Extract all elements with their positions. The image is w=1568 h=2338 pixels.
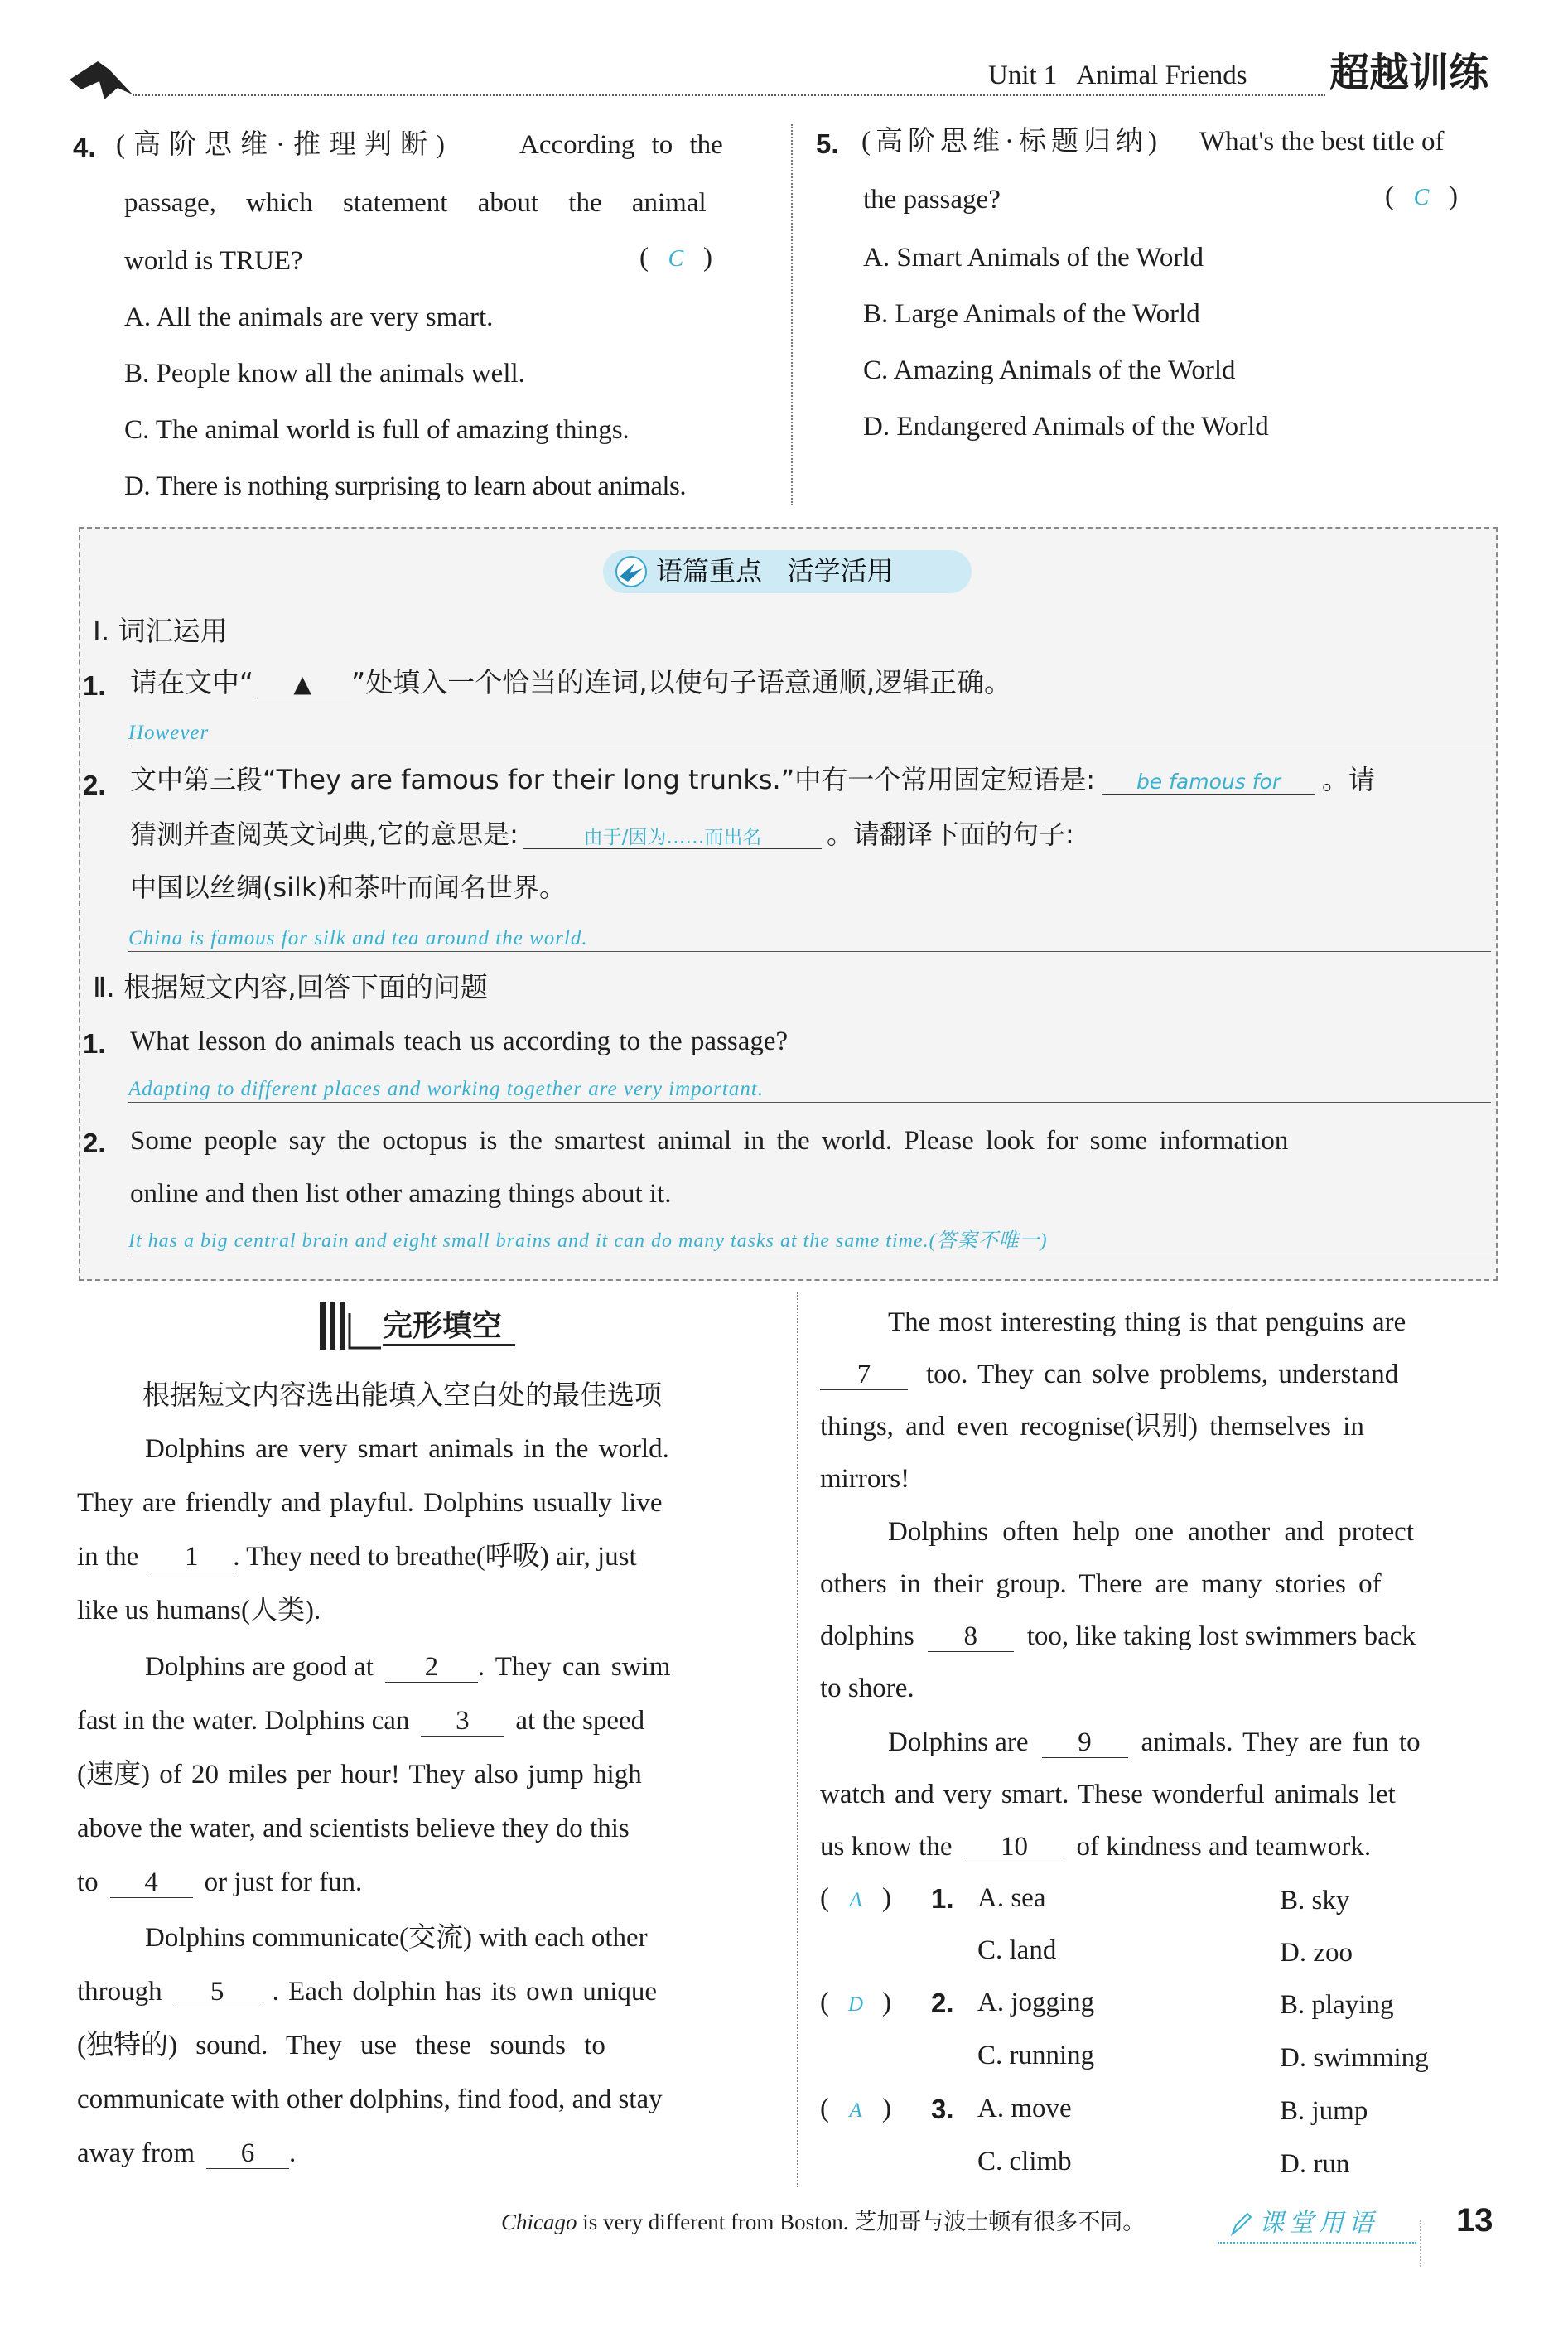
question-stem: passage, which statement about the animal <box>124 188 707 218</box>
item-text: Some people say the octopus is the smartest animal in the world. Please look for some information <box>130 1126 1289 1156</box>
cloze-text-part: in the <box>77 1542 139 1572</box>
option-c: C. running <box>977 2041 1095 2070</box>
answer-line: China is famous for silk and tea around the world. <box>128 926 1491 952</box>
footer-quote-rest: is very different from Boston. 芝加哥与波士顿有很多不同。 <box>577 2210 1146 2234</box>
swallow-logo-icon <box>66 56 134 106</box>
cloze-text-part: too, like taking lost swimmers back <box>1026 1621 1416 1651</box>
swallow-icon <box>611 555 651 588</box>
cloze-blank: 5 <box>174 1977 261 2007</box>
page-number: 13 <box>1456 2202 1493 2239</box>
answer-choice: C <box>1413 185 1430 210</box>
cloze-text <box>77 1541 637 1574</box>
item-text-part: 文中第三段“They are famous for their long trunks.”中有一个常用固定短语是: <box>130 764 1096 795</box>
cloze-text-part: Dolphins are good at <box>145 1652 374 1682</box>
cloze-text-part: too. They can solve problems, understand <box>926 1360 1399 1389</box>
option-b: B. sky <box>1280 1886 1350 1915</box>
option-b: B. Large Animals of the World <box>863 299 1200 329</box>
cloze-text-part: dolphins <box>820 1621 914 1651</box>
cloze-text-part: to <box>77 1867 99 1897</box>
cloze-instruction: 根据短文内容选出能填入空白处的最佳选项 <box>142 1379 662 1411</box>
item-number: 1. <box>931 1883 954 1914</box>
cloze-text <box>77 1867 362 1900</box>
cloze-text-part: us know the <box>820 1832 953 1862</box>
item-number: 2. <box>83 770 106 800</box>
footer-quote <box>501 2209 1145 2235</box>
section-1-title: Ⅰ. 词汇运用 <box>93 615 228 647</box>
option-b: B. jump <box>1280 2096 1368 2126</box>
option-a: A. sea <box>977 1883 1046 1913</box>
cloze-text-part: at the speed <box>515 1706 645 1736</box>
answer-choice: A <box>849 1889 862 1911</box>
item-number: 1. <box>83 1028 106 1059</box>
cloze-text: Dolphins often help one another and protect <box>888 1517 1414 1547</box>
cloze-text-part: of kindness and teamwork. <box>1076 1832 1372 1862</box>
question-tag: (高阶思维·标题归纳) <box>861 127 1162 157</box>
cloze-text <box>145 1651 670 1684</box>
header-unit: Unit 1 Animal Friends <box>988 60 1247 90</box>
question-stem: According to the <box>519 130 723 160</box>
option-a: A. Smart Animals of the World <box>863 243 1204 273</box>
cloze-text-part: animals. They are fun to <box>1141 1727 1421 1757</box>
cloze-blank: 9 <box>1042 1727 1128 1758</box>
question-number: 4. <box>73 132 96 162</box>
focus-box <box>79 527 1498 1281</box>
cloze-text-part: . <box>289 2138 297 2168</box>
cloze-text: above the water, and scientists believe they do this <box>77 1814 630 1843</box>
cloze-blank: 7 <box>820 1360 908 1390</box>
cloze-blank: 3 <box>421 1706 504 1737</box>
cloze-text-part: . Each dolphin has its own unique <box>272 1977 658 2007</box>
answer-line: However <box>128 721 1491 746</box>
cloze-text: like us humans(人类). <box>77 1596 321 1625</box>
translate-sentence: 中国以丝绸(silk)和茶叶而闻名世界。 <box>130 872 566 903</box>
cloze-text <box>77 1976 657 2009</box>
answer-blank: 由于/因为……而出名 <box>523 828 822 849</box>
option-c: C. land <box>977 1935 1057 1965</box>
cloze-text: watch and very smart. These wonderful animals let <box>820 1780 1396 1809</box>
answer-choice: A <box>849 2099 862 2122</box>
answer-line: Adapting to different places and working together are very important. <box>128 1077 1491 1103</box>
cloze-text-part: through <box>77 1977 162 2007</box>
option-a: A. move <box>977 2094 1072 2123</box>
cloze-text <box>77 2138 296 2171</box>
option-d: D. run <box>1280 2149 1350 2179</box>
footer-label-box <box>1218 2204 1416 2244</box>
section-2-title: Ⅱ. 根据短文内容,回答下面的问题 <box>93 971 488 1003</box>
header-brand: 超越训练 <box>1329 50 1489 96</box>
cloze-text: They are friendly and playful. Dolphins usually live <box>77 1488 663 1518</box>
item-text-part: 请在文中“ <box>130 666 254 698</box>
roman-numeral-icon <box>316 1297 381 1355</box>
cloze-blank: 1 <box>150 1542 233 1572</box>
item-text-part: 。请 <box>1322 764 1376 795</box>
answer-bracket: ( A ) <box>820 2094 891 2123</box>
cloze-text-part: or just for fun. <box>204 1867 363 1897</box>
footer-label: 课堂用语 <box>1259 2209 1378 2238</box>
option-a: A. jogging <box>977 1988 1095 2017</box>
cloze-title: 完形填空 <box>383 1308 515 1346</box>
item-text: online and then list other amazing things about it. <box>130 1179 672 1209</box>
cloze-text <box>820 1359 1398 1392</box>
cloze-text <box>77 1705 644 1738</box>
option-d: D. There is nothing surprising to learn about animals. <box>124 471 687 501</box>
cloze-text: The most interesting thing is that penguins are <box>888 1307 1406 1337</box>
header <box>0 0 1568 108</box>
answer-bracket: ( D ) <box>820 1988 891 2017</box>
triangle-blank <box>253 672 351 698</box>
footer-quote-italic: Chicago <box>501 2210 577 2234</box>
triangle-mark: ▲ <box>293 670 311 698</box>
answer-bracket: ( C ) <box>639 243 712 273</box>
cloze-text-part: . They need to breathe(呼吸) air, just <box>233 1542 637 1572</box>
item-text: What lesson do animals teach us according to the passage? <box>130 1026 789 1056</box>
cloze-blank: 8 <box>928 1621 1014 1652</box>
item-text-part: 。请翻译下面的句子: <box>826 819 1074 850</box>
answer-blank: be famous for <box>1102 770 1315 795</box>
item-number: 2. <box>931 1988 954 2018</box>
cloze-text-part: Dolphins are <box>888 1727 1029 1757</box>
cloze-blank: 2 <box>385 1652 478 1683</box>
option-b: B. People know all the animals well. <box>124 359 525 389</box>
item-text <box>130 666 1011 699</box>
cloze-text: Dolphins communicate(交流) with each other <box>145 1923 648 1953</box>
banner-title: 语篇重点 活学活用 <box>656 555 894 587</box>
cloze-text: to shore. <box>820 1674 914 1703</box>
option-c: C. Amazing Animals of the World <box>863 355 1236 385</box>
option-b: B. playing <box>1280 1990 1394 2020</box>
cloze-text: mirrors! <box>820 1464 910 1494</box>
cloze-text-part: away from <box>77 2138 195 2168</box>
question-tag: (高阶思维·推理判断) <box>116 130 453 160</box>
cloze-text: things, and even recognise(识别) themselves in <box>820 1412 1364 1442</box>
question-number: 5. <box>816 128 839 159</box>
cloze-text <box>888 1727 1421 1760</box>
option-c: C. The animal world is full of amazing things. <box>124 415 630 445</box>
option-c: C. climb <box>977 2147 1072 2176</box>
cloze-text: (速度) of 20 miles per hour! They also jump high <box>77 1760 642 1790</box>
column-divider <box>791 124 793 505</box>
cloze-text: (独特的) sound. They use these sounds to <box>77 2031 605 2060</box>
option-a: A. All the animals are very smart. <box>124 302 494 332</box>
cloze-text: communicate with other dolphins, find food, and stay <box>77 2084 663 2114</box>
cloze-text-part: fast in the water. Dolphins can <box>77 1706 410 1736</box>
pen-icon <box>1229 2212 1252 2237</box>
cloze-blank: 6 <box>206 2138 289 2169</box>
item-text <box>130 819 1074 850</box>
footer-divider <box>1420 2220 1421 2267</box>
answer-choice: D <box>847 1993 864 2016</box>
focus-banner <box>603 550 972 593</box>
item-text-part: ”处填入一个恰当的连词,以使句子语意通顺,逻辑正确。 <box>351 666 1012 698</box>
option-d: D. swimming <box>1280 2043 1429 2073</box>
header-rule <box>133 94 1325 96</box>
cloze-text <box>820 1621 1416 1654</box>
answer-bracket: ( C ) <box>1385 181 1458 211</box>
item-number: 3. <box>931 2094 954 2124</box>
item-text <box>130 764 1375 795</box>
item-number: 1. <box>83 670 106 701</box>
cloze-heading <box>316 1297 532 1358</box>
item-number: 2. <box>83 1128 106 1158</box>
answer-line: It has a big central brain and eight small brains and it can do many tasks at the same time.(答案不唯一) <box>128 1229 1491 1254</box>
option-d: D. Endangered Animals of the World <box>863 412 1269 442</box>
cloze-text: others in their group. There are many stories of <box>820 1569 1382 1599</box>
question-stem: the passage? <box>863 185 1001 215</box>
question-stem: world is TRUE? <box>124 246 303 276</box>
option-d: D. zoo <box>1280 1938 1353 1968</box>
cloze-text-part: . They can swim <box>477 1652 671 1682</box>
answer-bracket: ( A ) <box>820 1883 891 1913</box>
cloze-text <box>820 1831 1371 1864</box>
cloze-column-divider <box>797 1292 798 2187</box>
item-text-part: 猜测并查阅英文词典,它的意思是: <box>130 819 519 850</box>
question-stem: What's the best title of <box>1199 127 1445 157</box>
cloze-blank: 10 <box>966 1832 1064 1862</box>
cloze-text: Dolphins are very smart animals in the world. <box>145 1434 669 1464</box>
answer-choice: C <box>668 246 684 272</box>
cloze-blank: 4 <box>110 1867 193 1898</box>
